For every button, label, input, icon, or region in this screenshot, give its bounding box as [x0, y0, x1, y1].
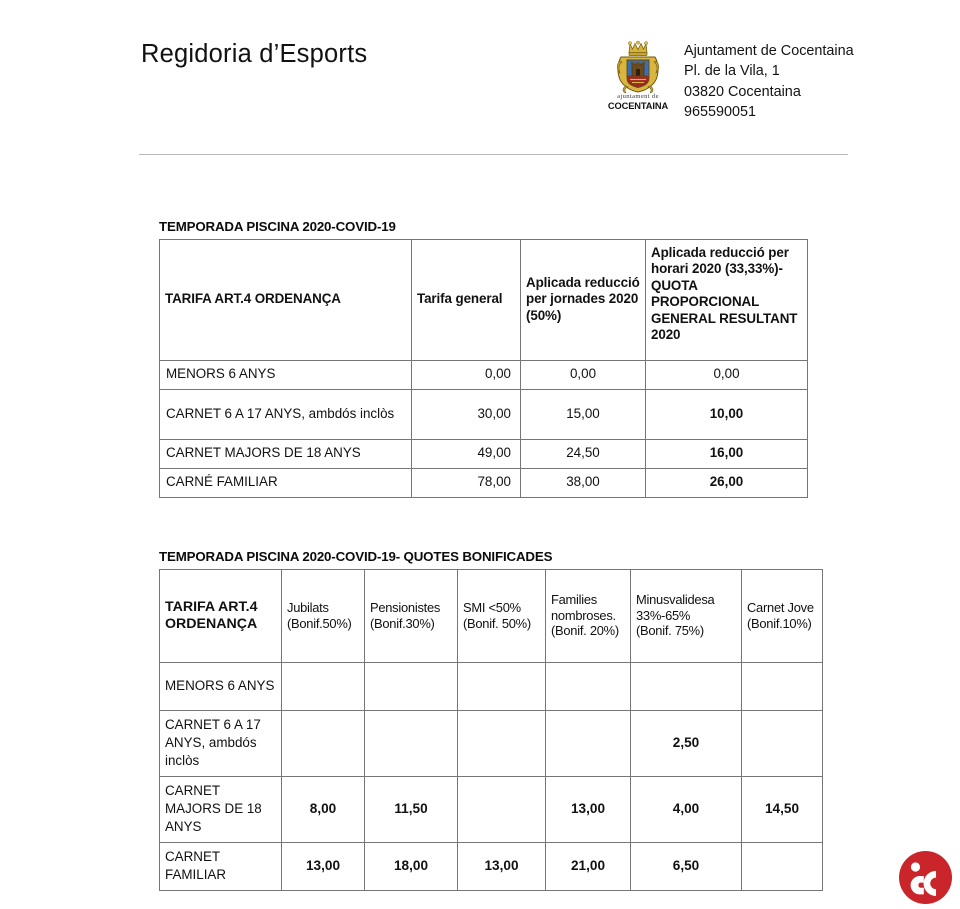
row-label: CARNET MAJORS DE 18 ANYS — [160, 439, 412, 468]
cell-reduccio-horari: 10,00 — [646, 389, 808, 439]
header-divider — [139, 154, 848, 155]
column-header-pensionistes — [365, 569, 458, 662]
column-header-tarifa-ordenanca: TARIFA ART.4 ORDENANÇA — [160, 239, 412, 360]
column-header-smi-title: SMI <50% — [463, 600, 521, 616]
column-header-carnet-jove-title: Carnet Jove — [747, 600, 814, 616]
cell-tarifa-general: 49,00 — [412, 439, 521, 468]
table-caption: TEMPORADA PISCINA 2020-COVID-19 — [159, 219, 396, 234]
organization-address — [684, 40, 854, 122]
organization-postal: 03820 Cocentaina — [684, 83, 801, 100]
column-header-jubilats-title: Jubilats — [287, 600, 329, 616]
cell-reduccio-jornades: 15,00 — [521, 389, 646, 439]
cell-minusvalidesa: 6,50 — [631, 842, 742, 890]
ic-circle-logo-icon — [899, 851, 952, 904]
column-header-smi — [458, 569, 546, 662]
table-row — [160, 842, 823, 890]
column-header-minusvalidesa-sub: (Bonif. 75%) — [636, 623, 704, 639]
cell-jubilats: 13,00 — [282, 842, 365, 890]
cell-smi — [458, 662, 546, 710]
cell-carnet-jove: 14,50 — [742, 776, 823, 842]
cell-smi — [458, 710, 546, 776]
table-row — [160, 439, 808, 468]
table-row — [160, 468, 808, 497]
column-header-reduccio-horari: Aplicada reducció per horari 2020 (33,33%)-QUOTA PROPORCIONAL GENERAL RESULTANT 2020 — [646, 239, 808, 360]
row-label: CARNET 6 A 17 ANYS, ambdós inclòs — [160, 710, 282, 776]
row-label: CARNÉ FAMILIAR — [160, 468, 412, 497]
cell-smi — [458, 776, 546, 842]
cell-pensionistes — [365, 662, 458, 710]
cell-families — [546, 662, 631, 710]
row-label: CARNET 6 A 17 ANYS, ambdós inclòs — [160, 389, 412, 439]
cell-tarifa-general: 0,00 — [412, 360, 521, 389]
cell-pensionistes: 18,00 — [365, 842, 458, 890]
column-header-tarifa-general: Tarifa general — [412, 239, 521, 360]
cell-reduccio-jornades: 38,00 — [521, 468, 646, 497]
table-row — [160, 389, 808, 439]
row-label: MENORS 6 ANYS — [160, 662, 282, 710]
cell-jubilats — [282, 662, 365, 710]
column-header-reduccio-jornades: Aplicada reducció per jornades 2020 (50%) — [521, 239, 646, 360]
bonified-rates-table-section — [159, 548, 823, 891]
column-header-carnet-jove — [742, 569, 823, 662]
column-header-jubilats — [282, 569, 365, 662]
cell-minusvalidesa: 2,50 — [631, 710, 742, 776]
cell-reduccio-jornades: 0,00 — [521, 360, 646, 389]
column-header-carnet-jove-sub: (Bonif.10%) — [747, 615, 812, 631]
cell-reduccio-horari: 26,00 — [646, 468, 808, 497]
page-title: Regidoria d’Esports — [141, 40, 368, 68]
cell-pensionistes — [365, 710, 458, 776]
cell-carnet-jove — [742, 662, 823, 710]
cocentaina-coat-of-arms-icon — [606, 40, 670, 118]
column-header-jubilats-sub: (Bonif.50%) — [287, 615, 352, 631]
column-header-families-sub: (Bonif. 20%) — [551, 623, 619, 639]
organization-name: Ajuntament de Cocentaina — [684, 43, 854, 59]
cell-tarifa-general: 78,00 — [412, 468, 521, 497]
column-header-pensionistes-title: Pensionistes — [370, 600, 441, 616]
cell-carnet-jove — [742, 710, 823, 776]
cell-reduccio-horari: 0,00 — [646, 360, 808, 389]
row-label: CARNET MAJORS DE 18 ANYS — [160, 776, 282, 842]
tariff-table — [159, 239, 808, 498]
tariff-table-section — [159, 218, 808, 498]
organization-header — [606, 40, 906, 122]
organization-phone: 965590051 — [684, 103, 757, 120]
cell-reduccio-jornades: 24,50 — [521, 439, 646, 468]
cell-jubilats — [282, 710, 365, 776]
cell-minusvalidesa — [631, 662, 742, 710]
cell-families — [546, 710, 631, 776]
cell-families: 21,00 — [546, 842, 631, 890]
cell-carnet-jove — [742, 842, 823, 890]
organization-street: Pl. de la Vila, 1 — [684, 63, 780, 80]
cell-reduccio-horari: 16,00 — [646, 439, 808, 468]
table-row — [160, 360, 808, 389]
table-row — [160, 710, 823, 776]
table-header-row — [160, 239, 808, 360]
cell-minusvalidesa: 4,00 — [631, 776, 742, 842]
column-header-tarifa-ordenanca: TARIFA ART.4 ORDENANÇA — [160, 569, 282, 662]
table-caption: TEMPORADA PISCINA 2020-COVID-19- QUOTES BONIFICADES — [159, 549, 553, 564]
column-header-minusvalidesa — [631, 569, 742, 662]
cell-tarifa-general: 30,00 — [412, 389, 521, 439]
table-row — [160, 662, 823, 710]
cell-jubilats: 8,00 — [282, 776, 365, 842]
column-header-families-title: Families nombroses. — [551, 592, 616, 623]
cell-pensionistes: 11,50 — [365, 776, 458, 842]
row-label: CARNET FAMILIAR — [160, 842, 282, 890]
cell-smi: 13,00 — [458, 842, 546, 890]
row-label: MENORS 6 ANYS — [160, 360, 412, 389]
cell-families: 13,00 — [546, 776, 631, 842]
column-header-families — [546, 569, 631, 662]
bonified-rates-table — [159, 569, 823, 891]
table-row — [160, 776, 823, 842]
column-header-pensionistes-sub: (Bonif.30%) — [370, 615, 435, 631]
crest-caption-large: COCENTAINA — [607, 101, 669, 111]
document-header — [0, 0, 960, 155]
table-header-row — [160, 569, 823, 662]
column-header-smi-sub: (Bonif. 50%) — [463, 615, 531, 631]
column-header-minusvalidesa-title: Minusvalidesa 33%-65% — [636, 592, 715, 623]
crest-caption-small: ajuntament de — [617, 93, 659, 100]
